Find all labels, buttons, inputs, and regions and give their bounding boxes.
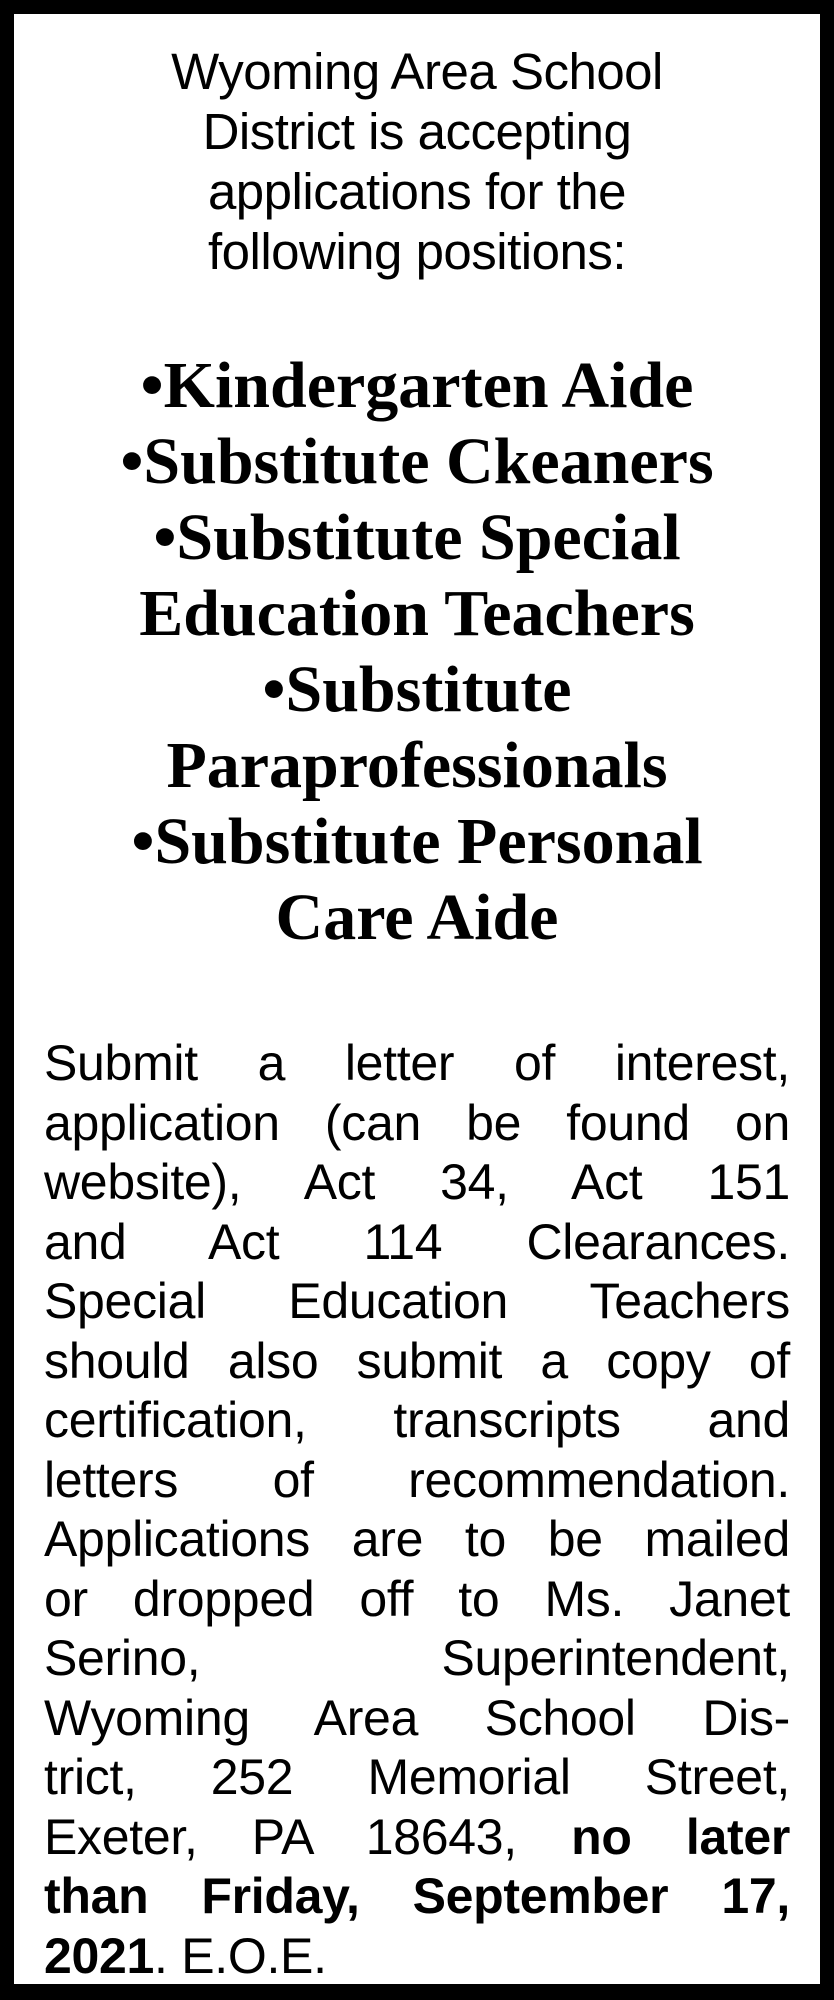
position-substitute-cleaners: [44, 424, 790, 500]
body-line: and Act 114 Clearances.: [44, 1213, 790, 1270]
body-line: Special Education Teachers: [44, 1273, 790, 1329]
body-line: website), Act 34, Act 151: [44, 1154, 790, 1210]
intro-line: following positions:: [207, 223, 627, 280]
intro-heading: [44, 42, 790, 282]
position-line: •Kindergarten Aide: [140, 349, 694, 422]
position-line: •Substitute Personal: [131, 805, 703, 878]
intro-line: Wyoming Area School: [171, 43, 663, 100]
position-kindergarten-aide: [44, 348, 790, 424]
address-tail: Exeter, PA 18643,: [44, 1808, 572, 1865]
body-line: or dropped off to Ms. Janet: [44, 1570, 790, 1627]
application-instructions: [44, 1034, 790, 1986]
body-line: certification, transcripts and: [44, 1392, 790, 1448]
position-line: •Substitute Ckeaners: [120, 425, 714, 498]
body-line: Submit a letter of interest,: [44, 1035, 790, 1091]
body-line-address-deadline: [44, 1808, 790, 1868]
body-line: application (can be found on: [44, 1094, 790, 1151]
intro-line: District is accepting: [202, 103, 632, 160]
deadline-date: than Friday, September 17,: [44, 1868, 790, 1924]
position-substitute-paraprofessionals: [44, 652, 790, 804]
body-line: trict, 252 Memorial Street,: [44, 1749, 790, 1805]
position-line: Care Aide: [275, 881, 559, 954]
positions-list: [44, 348, 790, 956]
position-line: •Substitute Special: [153, 501, 681, 574]
position-substitute-personal-care-aide: [44, 804, 790, 956]
position-substitute-special-education-teachers: [44, 500, 790, 652]
body-line: Serino, Superintendent,: [44, 1630, 790, 1686]
position-line: •Substitute: [262, 653, 572, 726]
body-line-closing: [44, 1927, 790, 1987]
body-line: should also submit a copy of: [44, 1332, 790, 1389]
deadline-year: 2021: [44, 1927, 155, 1984]
body-line: Applications are to be mailed: [44, 1511, 790, 1567]
intro-line: applications for the: [207, 163, 627, 220]
position-line: Education Teachers: [139, 577, 695, 650]
eoe-text: . E.O.E.: [154, 1927, 327, 1984]
position-line: Paraprofessionals: [166, 729, 668, 802]
body-line: letters of recommendation.: [44, 1451, 790, 1508]
deadline-text: no later: [571, 1808, 790, 1865]
ad-content: [44, 28, 790, 1986]
body-line: Wyoming Area School Dis-: [44, 1689, 790, 1746]
